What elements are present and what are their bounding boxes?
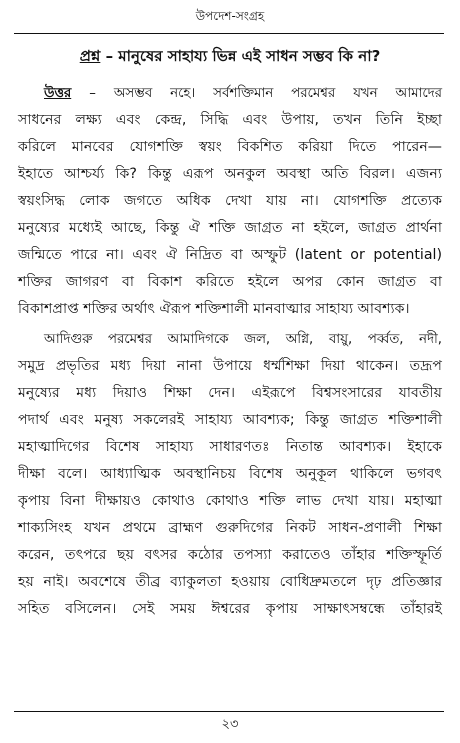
- running-header: উপদেশ-সংগ্রহ: [195, 9, 265, 23]
- paragraph-line: করেন, তৎপরে ছয় বৎসর কঠোর তপস্যা করাতেও তাঁহার শক্তিস্ফূর্তি: [18, 547, 442, 563]
- footer-rule: [14, 711, 444, 712]
- paragraph-line: মনুষ্যের মধ্যেই আছে, কিন্তু ঐ শক্তি জাগ্রত না হইলে, জাগ্রত প্রার্থনা: [18, 220, 442, 236]
- second-paragraph: [18, 326, 442, 623]
- paragraph-line: শাক্যসিংহ যখন প্রথমে ব্রাহ্মণ গুরুদিগের নিকট সাধন-প্রণালী শিক্ষা: [18, 520, 442, 536]
- paragraph-line: আদিগুরু পরমেশ্বর আমাদিগকে জল, অগ্নি, বায়ু, পর্ব্বত, নদী,: [44, 332, 442, 347]
- answer-label: উত্তর: [44, 86, 72, 101]
- paragraph-line: সমুদ্র প্রভৃতির মধ্য দিয়া নানা উপায়ে ধর্ম্মশিক্ষা দিয়া থাকেন। তদ্রূপ: [18, 358, 443, 374]
- question-line: [20, 44, 440, 68]
- paragraph-line: দীক্ষা বলে। আধ্যাত্মিক অবস্থানিচয় বিশেষ অনুকূল থাকিলে ভগবৎ: [18, 466, 442, 482]
- paragraph-line: শক্তির জাগরণ বা বিকাশ করিতে হইলে অপর কোন জাগ্রত বা: [18, 274, 442, 290]
- paragraph-line: স্বয়ংসিদ্ধ লোক জগতে অধিক দেখা যায় না। যোগশক্তি প্রত্যেক: [18, 193, 442, 209]
- paragraph-line: সাধনের লক্ষ্য এবং কেন্দ্র, সিদ্ধি এবং উপায়, তখন তিনি ইচ্ছা: [18, 112, 442, 128]
- header-rule: [14, 33, 444, 34]
- paragraph-line: [18, 80, 442, 107]
- paragraph-line: পদার্থ এবং মনুষ্য সকলেরই সাহায্য আবশ্যক; কিন্তু জাগ্রত শক্তিশালী: [18, 412, 442, 428]
- paragraph-line: হয় নাই। অবশেষে তীব্র ব্যাকুলতা হওয়ায় বোধিদ্রুমতলে দৃঢ় প্রতিজ্ঞার: [18, 574, 442, 590]
- answer-paragraph: [18, 80, 442, 323]
- paragraph-line: জন্মিতে পারে না। এবং ঐ নিদ্রিত বা অস্ফুট (latent or potential): [18, 247, 442, 263]
- page-number: ২৩: [221, 717, 239, 732]
- question-label: প্রশ্ন: [79, 47, 101, 65]
- paragraph-line: মনুষ্যের মধ্য দিয়াও শিক্ষা দেন। এইরূপে বিশ্বসংসারের যাবতীয়: [18, 385, 442, 401]
- paragraph-line: সহিত বসিলেন। সেই সময় ঈশ্বরের কৃপায় সাক্ষাৎসম্বন্ধে তাঁহারই: [18, 601, 442, 617]
- paragraph-line: বিকাশপ্রাপ্ত শক্তির অর্থাৎ ঐরূপ শক্তিশালী মানবাত্মার সাহায্য আবশ্যক।: [18, 301, 410, 317]
- paragraph-line: করিলে মানবের যোগশক্তি স্বয়ং বিকশিত করিয়া দিতে পারেন—: [18, 139, 442, 155]
- paragraph-line: মহাত্মাদিগের বিশেষ সাহায্য সাধারণতঃ নিতান্ত আবশ্যক। ইহাকে: [18, 439, 442, 455]
- body-text: [18, 80, 442, 623]
- question-text: – মানুষের সাহায্য ভিন্ন এই সাধন সম্ভব কি না?: [100, 47, 381, 65]
- paragraph-line: ইহাতে আশ্চর্য্য কি? কিন্তু এরূপ অনকুল অবস্থা অতি বিরল। এজন্য: [18, 166, 442, 182]
- paragraph-line: কৃপায় বিনা দীক্ষায়ও কোথাও কোথাও শক্তি লাভ দেখা যায়। মহাত্মা: [18, 493, 442, 509]
- answer-first-line: – অসম্ভব নহে। সর্বশক্তিমান পরমেশ্বর যখন আমাদের: [71, 86, 442, 101]
